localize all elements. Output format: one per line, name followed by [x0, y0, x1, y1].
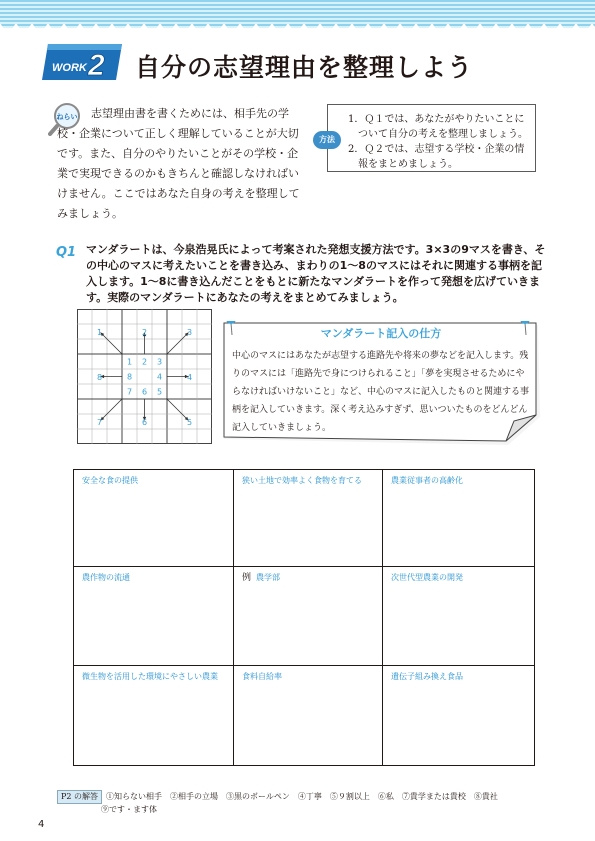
page-title: 自分の志望理由を整理しよう	[135, 53, 474, 82]
q1-text: マンダラートは、今泉浩晃氏によって考案された発想支援方法です。3×3の9マスを書き、その中心のマスに考えたいことを書き込み、まわりの1～8のマスにはそれに関連する事柄を記入します。1～8に書き込んだことをもとに新たなマンダラートを作って発想を広げていきます。実際のマンダラートにあなたの考えをまとめてみましょう。	[86, 243, 546, 304]
mandala-cell[interactable]	[234, 666, 383, 765]
mandala-cell-text: 農学部	[256, 573, 281, 582]
howto-text: 中心のマスにはあなたが志望する進路先や将来の夢などを記入します。残りのマスには「進路先で身につけられること」「夢を実現させるためにやらなければいけないこと」など、中心のマスに記入したものと関連する事柄を記入していきます。深く考え込みすぎず、思いついたものをどんどん記入していきましょう。	[232, 351, 530, 433]
mandala-cell[interactable]	[383, 470, 534, 567]
diagram-inner-number: 4	[156, 372, 163, 382]
mandala-cell-text: 狭い土地で効率よく食物を育てる	[242, 476, 362, 485]
mandala-cell-text: 農業従事者の高齢化	[391, 476, 463, 485]
diagram-inner-number: 1	[126, 357, 133, 367]
work-number: 2	[88, 49, 105, 82]
howto-title: マンダラート記入の仕方	[320, 327, 442, 340]
diagram-inner-number: 6	[141, 387, 148, 397]
work-label: WORK	[52, 62, 87, 74]
mandala-cell[interactable]	[383, 567, 534, 666]
method-badge: 方法	[313, 131, 341, 149]
diagram-outer-number: 7	[96, 418, 103, 427]
diagram-outer-number: 4	[186, 373, 193, 382]
mandala-cell[interactable]	[74, 470, 234, 567]
diagram-outer-number: 1	[96, 328, 103, 337]
intro-text: 志望理由書を書くためには、相手先の学校・企業について正しく理解していることが大切です。また、自分のやりたいことがその学校・企業で実現できるのかもきちんと確認しなければいけません。ここではあなた自身の考えを整理してみましょう。	[57, 107, 300, 220]
diagram-inner-number: 7	[126, 387, 133, 397]
mandala-cell-text: 遺伝子組み換え食品	[391, 672, 463, 681]
answer-label: P2 の解答	[57, 790, 102, 804]
answer-line-2: ⑨です・ます体	[101, 805, 157, 814]
mandala-cell-text: 次世代型農業の開発	[391, 573, 463, 582]
work-badge	[42, 40, 122, 82]
method-item-1: 1．Ｑ１では、あなたがやりたいことについて自分の考えを整理しましょう。	[348, 114, 528, 140]
page-number: 4	[38, 819, 45, 830]
method-item-2: 2．Ｑ２では、志望する学校・企業の情報をまとめましょう。	[348, 144, 525, 170]
mandala-cell[interactable]	[74, 666, 234, 765]
method-box	[319, 104, 536, 172]
mandala-cell-text: 農作物の流通	[82, 573, 130, 582]
mandala-cell[interactable]	[234, 470, 383, 567]
diagram-inner-number: 8	[126, 372, 133, 382]
header-wave-band	[0, 0, 595, 28]
mandala-cell[interactable]	[74, 567, 234, 666]
mandala-center-cell[interactable]	[234, 567, 383, 666]
diagram-outer-number: 6	[141, 418, 148, 427]
mandala-cell-text: 食料自給率	[242, 672, 282, 681]
answers-footnote	[57, 790, 498, 816]
mandala-cell-text: 微生物を活用した環境にやさしい農業	[82, 672, 218, 681]
diagram-inner-number: 5	[156, 387, 163, 397]
diagram-outer-number: 3	[186, 328, 193, 337]
example-prefix: 例	[242, 573, 252, 583]
q1-label: Q1	[56, 245, 77, 260]
mandala-cell-text: 安全な食の提供	[82, 476, 138, 485]
diagram-outer-number: 5	[186, 418, 193, 427]
diagram-inner-number: 2	[141, 357, 148, 367]
diagram-outer-number: 8	[96, 373, 103, 382]
mandala-example-diagram	[77, 309, 212, 444]
aim-icon-label: ねらい	[56, 113, 78, 121]
diagram-inner-number: 3	[156, 357, 163, 367]
mandala-cell[interactable]	[383, 666, 534, 765]
answer-line-1: ①知らない相手 ②相手の立場 ③黒のボールペン ④丁寧 ⑤９割以上 ⑥私 ⑦貴学または貴校 ⑧貴社	[106, 792, 498, 801]
diagram-outer-number: 2	[141, 328, 148, 337]
mandala-worksheet	[73, 469, 535, 766]
